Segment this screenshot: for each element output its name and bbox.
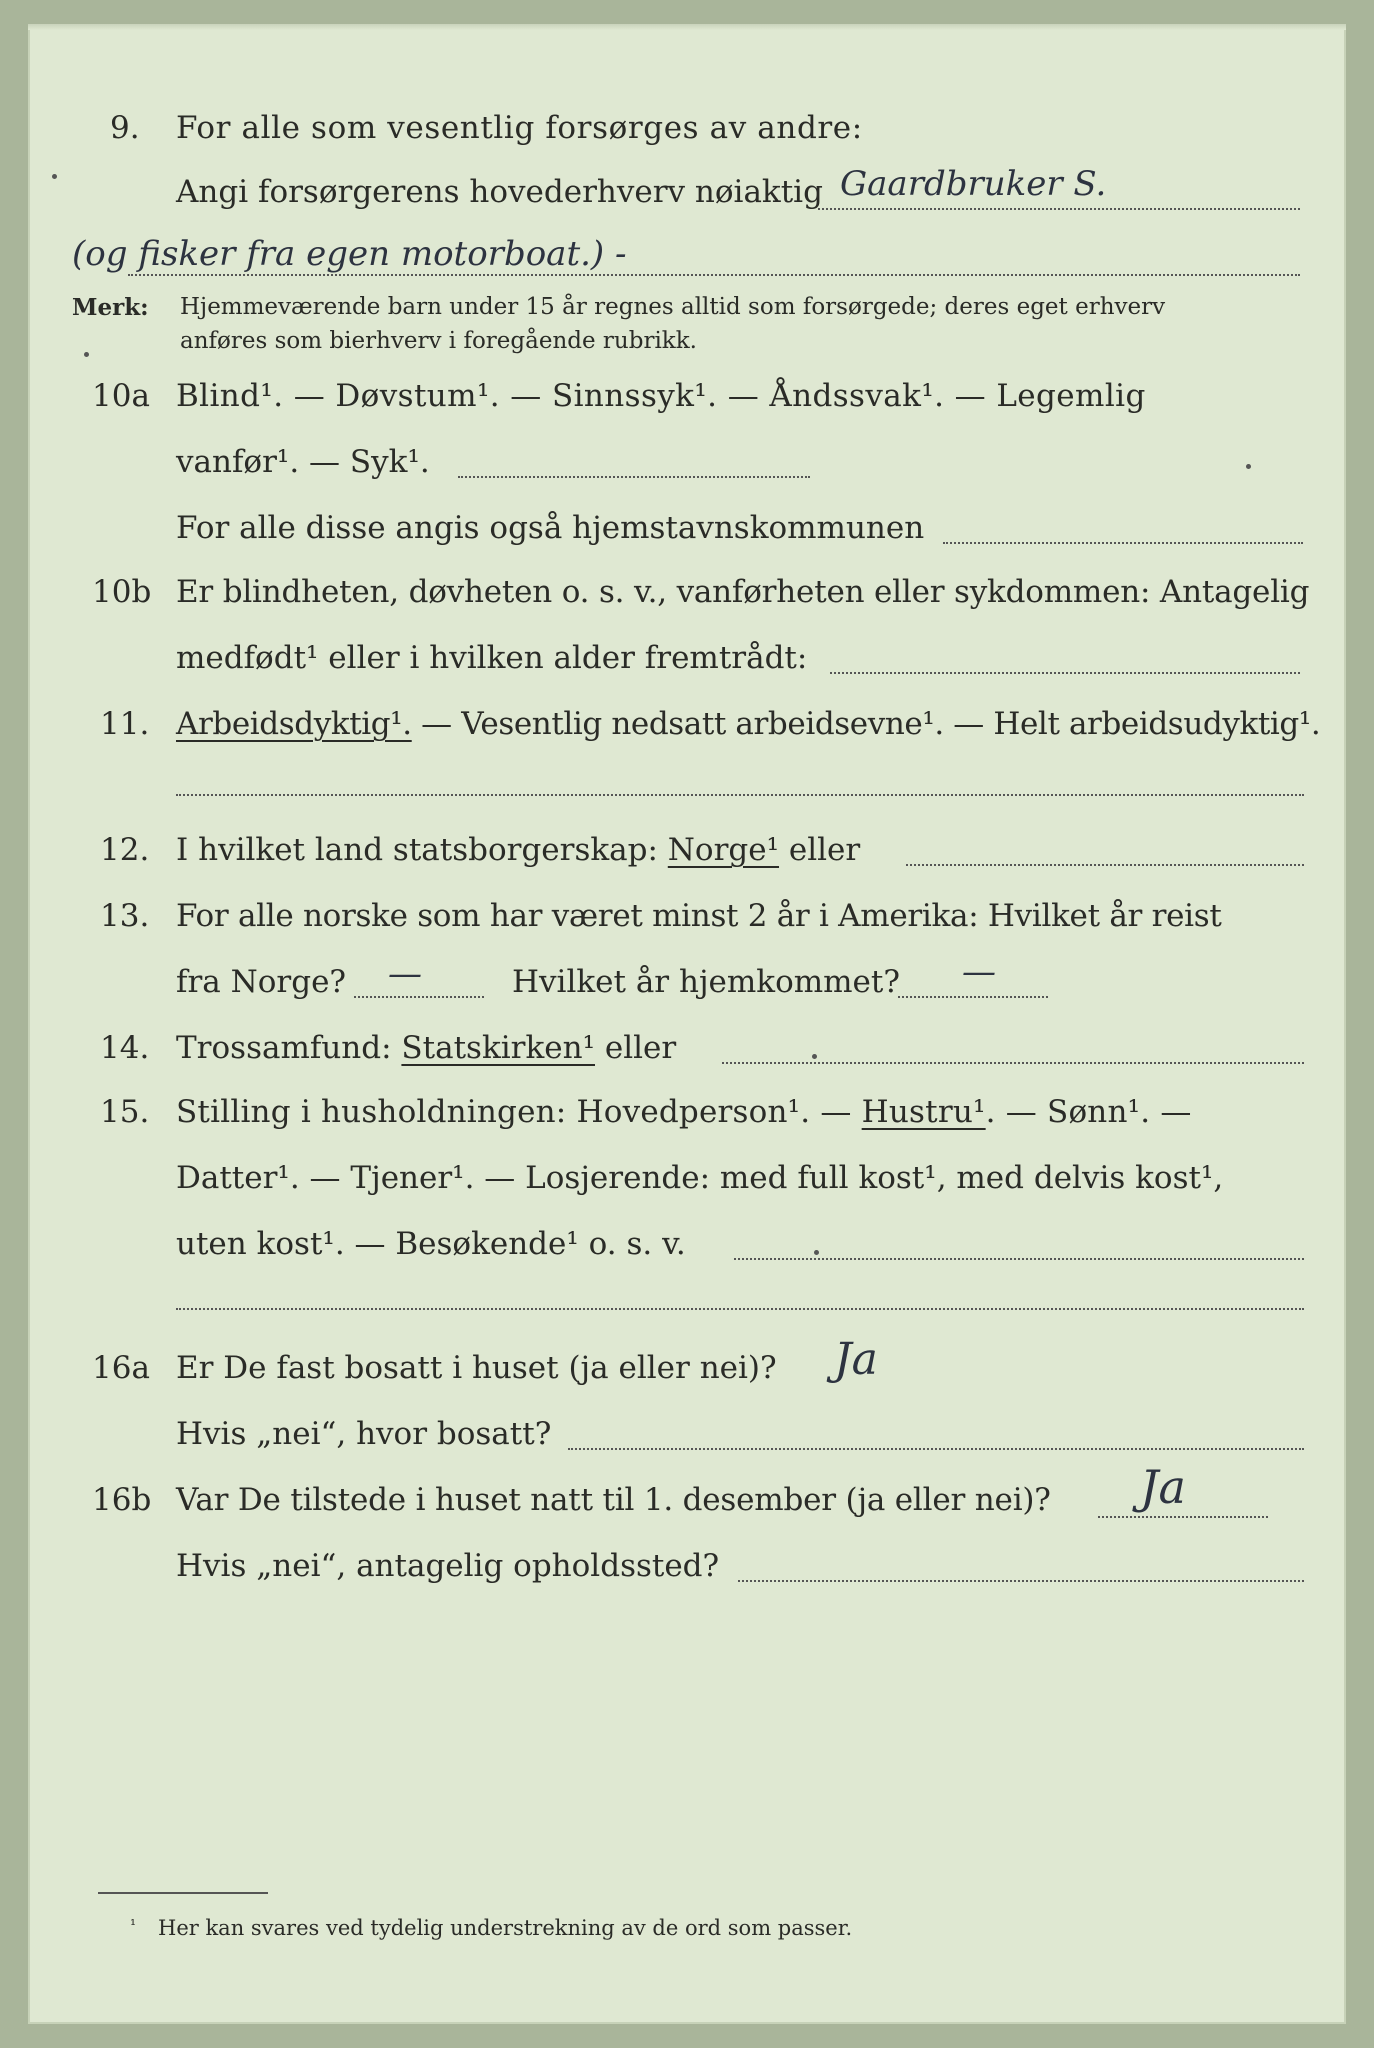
q15-line3: uten kost¹. — Besøkende¹ o. s. v.: [176, 1226, 686, 1262]
q12-number: 12.: [100, 832, 150, 868]
q13-line2b: Hvilket år hjemkommet?: [512, 964, 900, 1000]
q13-line1: For alle norske som har været minst 2 år i Amerika: Hvilket år reist: [176, 898, 1222, 934]
q13-number: 13.: [100, 898, 150, 934]
q12-answer-line: [906, 864, 1304, 866]
q14-post: eller: [595, 1030, 677, 1066]
q10a-line3: For alle disse angis også hjemstavnskommunen: [176, 510, 925, 546]
census-form-page: [28, 24, 1346, 2024]
q15-line2: Datter¹. — Tjener¹. — Losjerende: med full kost¹, med delvis kost¹,: [176, 1160, 1224, 1196]
footnote-text: Her kan svares ved tydelig understrekning av de ord som passer.: [158, 1916, 853, 1940]
q10a-line1: Blind¹. — Døvstum¹. — Sinnssyk¹. — Åndssvak¹. — Legemlig: [176, 378, 1146, 414]
q12-underlined-option: Norge¹: [667, 832, 780, 868]
q15-underlined-option: Hustru¹: [861, 1094, 986, 1130]
footnote-mark: ¹: [130, 1916, 137, 1934]
scan-edge: [28, 24, 1346, 30]
q16b-line2: Hvis „nei“, antagelig opholdssted?: [176, 1548, 720, 1584]
q15-answer-line-2: [176, 1308, 1304, 1310]
q12-pre: I hvilket land statsborgerskap:: [176, 832, 668, 868]
q9-line2: Angi forsørgerens hovederhverv nøiaktig: [176, 174, 823, 210]
q10a-answer-line: [458, 476, 810, 478]
q14-pre: Trossamfund:: [176, 1030, 402, 1066]
q11-line: [176, 706, 1320, 742]
merk-line1: Hjemmeværende barn under 15 år regnes alltid som forsørgede; deres eget erhverv: [180, 294, 1166, 320]
q15-line1: [176, 1094, 1192, 1130]
q15-line1b: . — Sønn¹. —: [985, 1094, 1192, 1130]
scan-speck: [84, 352, 89, 357]
q16b-number: 16b: [92, 1482, 152, 1518]
q9-line1: For alle som vesentlig forsørges av andre:: [176, 110, 863, 146]
q14-answer-line: [722, 1062, 1304, 1064]
merk-label: Merk:: [72, 294, 149, 321]
q10b-line1: Er blindheten, døvheten o. s. v., vanførheten eller sykdommen: Antagelig: [176, 574, 1310, 610]
q10a-number: 10a: [92, 378, 150, 414]
scan-speck: [52, 174, 57, 179]
q11-underlined-option: Arbeidsdyktig¹.: [176, 706, 412, 742]
q12-post: eller: [779, 832, 861, 868]
q9-answer-line-2: [128, 274, 1300, 276]
q16b-handwritten-answer: Ja: [1140, 1460, 1186, 1514]
merk-line2: anføres som bierhverv i foregående rubrikk.: [180, 328, 697, 354]
q16a-number: 16a: [92, 1350, 150, 1386]
q15-line1a: Stilling i husholdningen: Hovedperson¹. —: [176, 1094, 862, 1130]
q14-number: 14.: [100, 1030, 150, 1066]
q11-answer-line: [176, 794, 1304, 796]
q13-handwritten-dash-b: —: [962, 952, 996, 992]
q9-handwritten-occupation-cont: (og fisker fra egen motorboat.) -: [72, 234, 627, 274]
q16a-line2: Hvis „nei“, hvor bosatt?: [176, 1416, 552, 1452]
q10b-answer-line: [830, 672, 1300, 674]
q15-answer-line: [734, 1258, 1304, 1260]
q10b-line2: medfødt¹ eller i hvilken alder fremtrådt:: [176, 640, 808, 676]
q16b-location-line: [738, 1580, 1304, 1582]
q14-underlined-option: Statskirken¹: [401, 1030, 595, 1066]
q10b-number: 10b: [92, 574, 152, 610]
q11-rest: — Vesentlig nedsatt arbeidsevne¹. — Helt arbeidsudyktig¹.: [411, 706, 1321, 742]
q11-number: 11.: [100, 706, 150, 742]
scan-speck: [1246, 464, 1251, 469]
q15-number: 15.: [100, 1094, 150, 1130]
scan-speck: [812, 1054, 817, 1059]
q10a-home-municipality-line: [943, 542, 1303, 544]
q9-handwritten-occupation: Gaardbruker S.: [840, 164, 1107, 204]
q13-year-left-line: [354, 996, 484, 998]
q10a-line2: vanfør¹. — Syk¹.: [176, 444, 430, 480]
q16b-answer-line: [1098, 1516, 1268, 1518]
scan-speck: [814, 1250, 819, 1255]
q13-line2a: fra Norge?: [176, 964, 347, 1000]
q13-handwritten-dash-a: —: [388, 954, 422, 994]
q16a-answer-line: [568, 1448, 1304, 1450]
q16a-line1: Er De fast bosatt i huset (ja eller nei)?: [176, 1350, 777, 1386]
q12-line: [176, 832, 860, 868]
q14-line: [176, 1030, 676, 1066]
footnote-rule: [98, 1892, 268, 1894]
q16a-handwritten-answer: Ja: [834, 1334, 878, 1385]
q9-number: 9.: [110, 110, 140, 146]
q9-answer-line: [818, 208, 1300, 210]
q13-year-returned-line: [898, 996, 1048, 998]
q16b-line1: Var De tilstede i huset natt til 1. desember (ja eller nei)?: [176, 1482, 1051, 1518]
